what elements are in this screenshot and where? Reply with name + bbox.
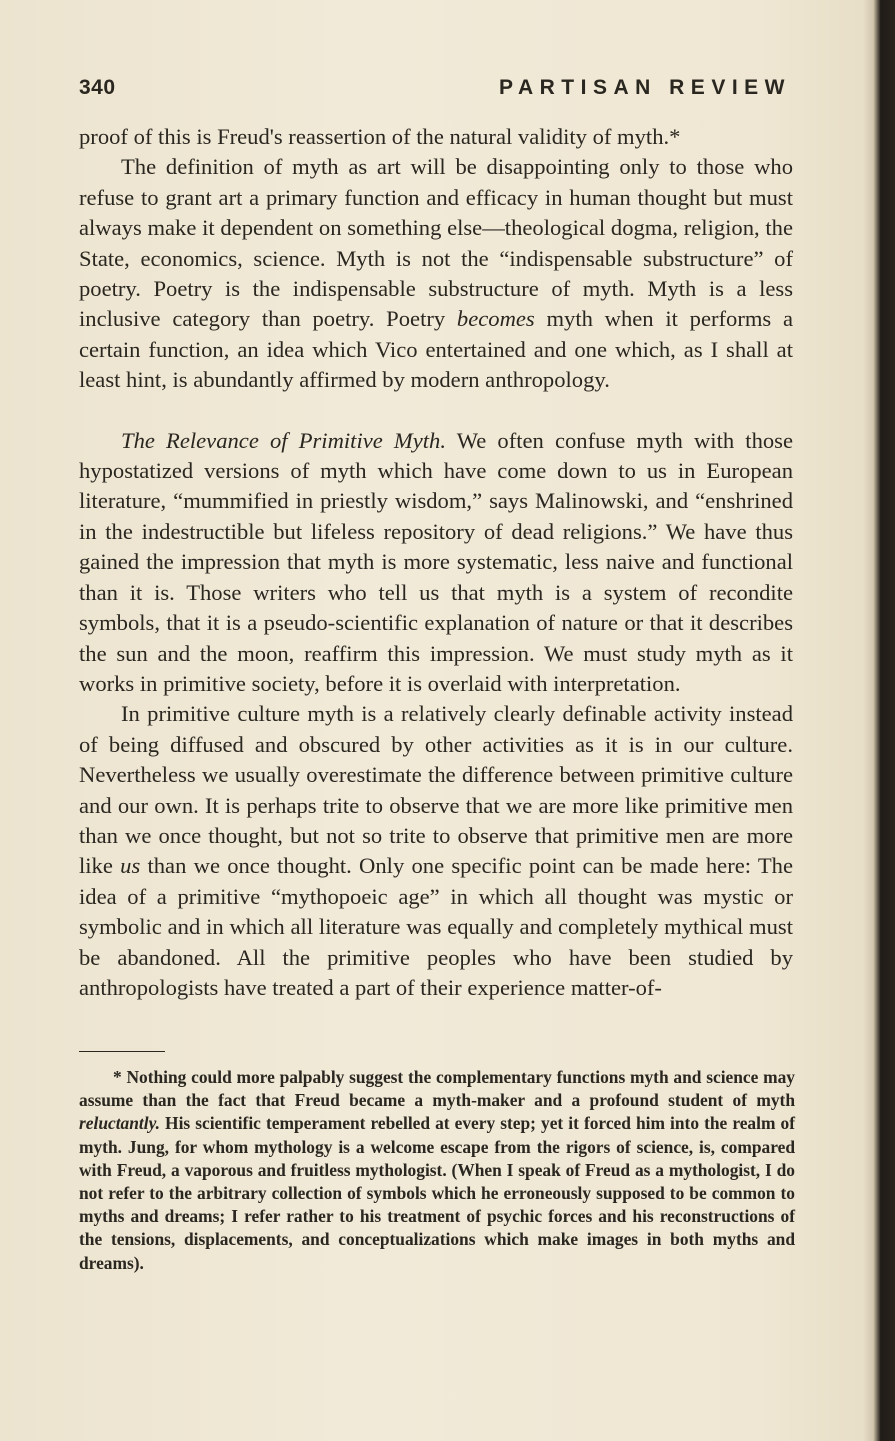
- paragraph-2-text: The definition of myth as art will be disappointing only to those who refuse to grant art a primary function and efficacy in human thought but must always make it dependent on something else—theological dogma, religion, the State, economics, science. Myth is not the “indispensable substructure” of poetry. Poetry is the indispensable substructure of myth. Myth is a less inclusive category than poetry.: [79, 154, 793, 332]
- footnote-paragraph: [79, 1066, 795, 1275]
- paragraph-3-text: We often confuse myth with those hypostatized versions of myth which have come down to us in European literature, “mummified in priestly wisdom,” says Malinowski, and “enshrined in the indestructible but lifeless repository of dead religions.” We have thus gained the impression that myth is more systematic, less naive and functional than it is. Those writers who tell us that myth is a system of recondite symbols, that it is a pseudo-scientific explanation of nature or that it describes the sun and the moon, reaffirm this impression. We must study myth as it works in primitive society, before it is overlaid with interpretation.: [79, 427, 793, 696]
- paragraph-2-cont-after: myth when it performs a certain function, an idea which Vico entertained and one which, as I shall at least hint, is abundantly affirmed by modern anthropology.: [79, 306, 794, 393]
- page-number: 340: [79, 76, 116, 99]
- paragraph-2: [79, 152, 793, 395]
- paragraph-3: [79, 426, 793, 700]
- running-head: [79, 76, 791, 106]
- footnote-after: His scientific temperament rebelled at every step; yet it forced him into the realm of myth. Jung, for whom mythology is a welcome escape from the rigors of science, is, compared with Freud, a vaporous and fruitless mythologist. (When I speak of Freud as a mythologist, I do not refer to the arbitrary collection of symbols which he erroneously supposed to be common to myths and dreams; I refer rather to his treatment of psychic forces and his reconstructions of the tensions, displacements, and conceptualizations which make images in both myths and dreams).: [79, 1113, 795, 1273]
- footnote: [79, 1066, 795, 1275]
- journal-title: PARTISAN REVIEW: [499, 76, 791, 99]
- paragraph-4: [79, 699, 793, 1003]
- emphasis-us: us: [120, 853, 141, 879]
- paragraph-4-before: In primitive culture myth is a relatively clearly definable activity instead of being diffused and obscured by other activities as it is in our culture. Nevertheless we usually overestimate the difference between primitive culture and our own. It is perhaps trite to observe that we are more like primitive men than we once thought, but not so trite to observe that primitive men are more like: [79, 701, 793, 879]
- footnote-before: * Nothing could more palpably suggest the complementary functions myth and science may assume than the fact that Freud became a myth-maker and a profound student of myth: [79, 1067, 795, 1111]
- emphasis-becomes: becomes: [456, 306, 535, 332]
- paragraph-1: proof of this is Freud's reassertion of the natural validity of myth.*: [79, 124, 681, 149]
- section-heading: The Relevance of Primitive Myth.: [121, 427, 446, 453]
- body-text: [79, 122, 793, 1003]
- page-edge: [873, 0, 895, 1441]
- emphasis-reluctantly: reluctantly.: [79, 1113, 160, 1134]
- paragraph-4-after: than we once thought. Only one specific point can be made here: The idea of a primitive “mythopoeic age” in which all thought was mystic or symbolic and in which all literature was equally and completely mythical must be abandoned. All the primitive peoples who have been studied by anthropologists have treated a part of their experience matter-of-: [79, 853, 794, 1000]
- footnote-rule: [79, 1051, 165, 1052]
- paragraph-2-cont-before: Poetry: [386, 306, 457, 332]
- page-gutter-shadow: [863, 0, 873, 1441]
